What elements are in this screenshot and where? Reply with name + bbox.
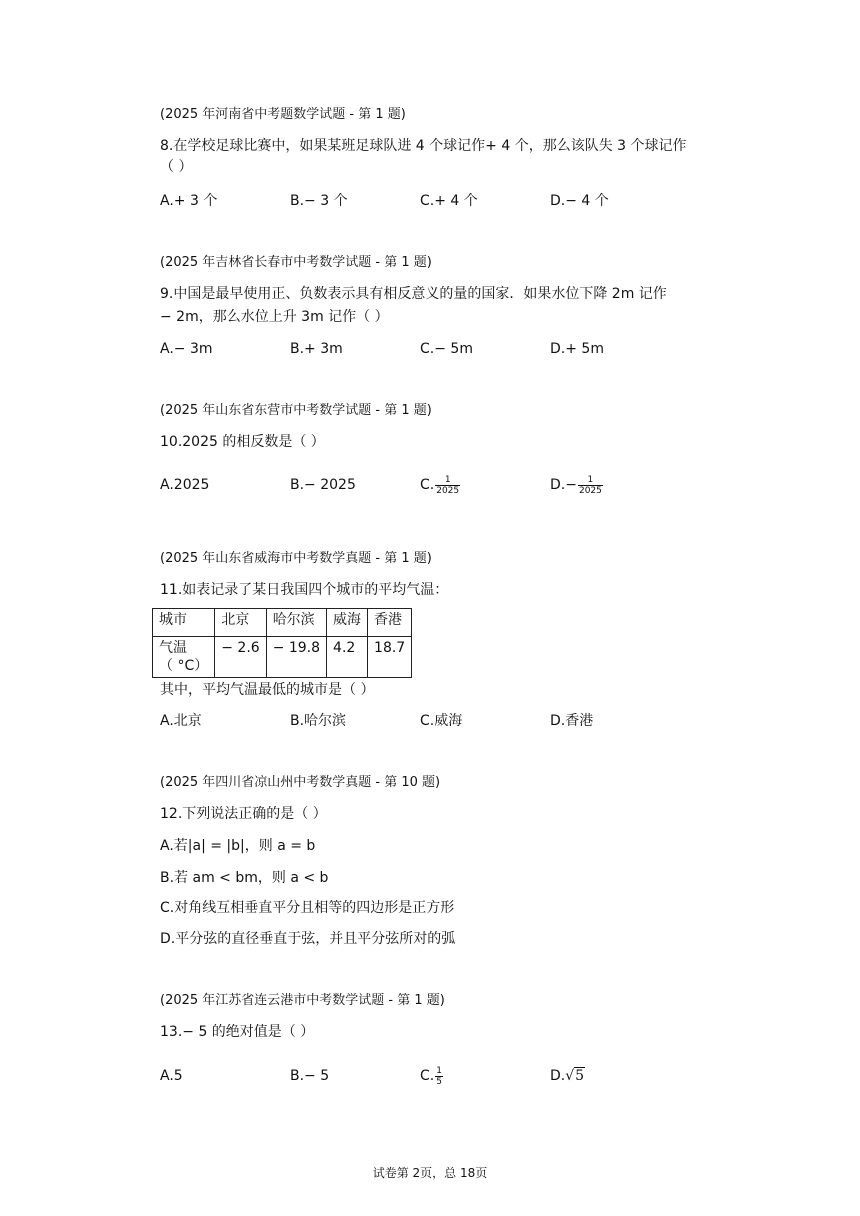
option-a[interactable]: A.2025 [160, 477, 210, 493]
question-stem-cont: − 2m，那么水位上升 3m 记作（ ） [160, 309, 389, 325]
fraction-denominator: 2025 [436, 485, 460, 496]
fraction-numerator: 1 [578, 475, 603, 486]
row-label-unit: （ °C） [159, 658, 209, 674]
question-stem: 12.下列说法正确的是（ ） [160, 806, 327, 822]
option-c[interactable]: C.+ 4 个 [420, 193, 478, 209]
option-d[interactable]: D.平分弦的直径垂直于弦，并且平分弦所对的弧 [160, 931, 456, 947]
fraction-denominator: 5 [436, 1076, 442, 1087]
fraction-numerator: 1 [435, 475, 460, 486]
fraction [435, 475, 460, 496]
option-d[interactable] [550, 1067, 585, 1085]
sqrt-radicand: 5 [575, 1068, 585, 1084]
question-stem: 10.2025 的相反数是（ ） [160, 434, 325, 450]
table-cell: 香港 [368, 609, 412, 637]
option-a[interactable]: A.若|a| = |b|，则 a = b [160, 838, 316, 854]
temperature-table [152, 608, 412, 678]
question-source: (2025 年山东省威海市中考数学真题 - 第 1 题) [160, 551, 432, 566]
option-c[interactable] [420, 468, 460, 502]
option-a[interactable]: A.5 [160, 1068, 183, 1084]
option-a[interactable]: A.− 3m [160, 341, 213, 357]
option-c-label: C. [420, 1068, 435, 1084]
sqrt-symbol: √5 [565, 1068, 585, 1084]
table-row [153, 637, 412, 678]
question-stem: 9.中国是最早使用正、负数表示具有相反意义的量的国家．如果水位下降 2m 记作 [160, 286, 667, 302]
option-c[interactable] [420, 1059, 443, 1093]
question-source: (2025 年四川省凉山州中考数学真题 - 第 10 题) [160, 775, 441, 790]
table-cell: 威海 [327, 609, 368, 637]
table-cell: 北京 [215, 609, 266, 637]
question-source: (2025 年河南省中考题数学试题 - 第 1 题) [160, 107, 406, 122]
option-c[interactable]: C.威海 [420, 713, 463, 729]
question-source: (2025 年江苏省连云港市中考数学试题 - 第 1 题) [160, 993, 445, 1008]
question-source: (2025 年山东省东营市中考数学试题 - 第 1 题) [160, 403, 432, 418]
option-a[interactable]: A.北京 [160, 713, 202, 729]
option-c[interactable]: C.− 5m [420, 341, 473, 357]
question-stem: 13.− 5 的绝对值是（ ） [160, 1024, 315, 1040]
fraction-denominator: 2025 [578, 485, 602, 496]
question-stem: 11.如表记录了某日我国四个城市的平均气温： [160, 582, 449, 598]
option-d-label: D.− [550, 477, 577, 493]
table-cell: 城市 [153, 609, 215, 637]
table-cell: − 19.8 [266, 637, 326, 678]
table-row [153, 609, 412, 637]
table-cell: 哈尔滨 [266, 609, 326, 637]
fraction-numerator: 1 [436, 1065, 442, 1076]
table-cell: − 2.6 [215, 637, 266, 678]
question-stem-cont: （ ） [160, 159, 193, 175]
option-c-label: C. [420, 477, 435, 493]
option-b[interactable]: B.− 2025 [290, 477, 356, 493]
option-d[interactable]: D.香港 [550, 713, 594, 729]
question-stem: 8.在学校足球比赛中，如果某班足球队进 4 个球记作+ 4 个，那么该队失 3 个球记作 [160, 138, 687, 154]
option-b[interactable]: B.哈尔滨 [290, 713, 347, 729]
option-b[interactable]: B.− 3 个 [290, 193, 348, 209]
option-d-label: D. [550, 1068, 566, 1084]
question-stem-cont: 其中，平均气温最低的城市是（ ） [160, 682, 375, 698]
option-b[interactable]: B.+ 3m [290, 341, 343, 357]
option-d[interactable] [550, 468, 603, 502]
fraction [435, 1066, 443, 1087]
option-d[interactable]: D.− 4 个 [550, 193, 609, 209]
table-cell: 4.2 [327, 637, 368, 678]
fraction [578, 475, 603, 496]
table-cell: 18.7 [368, 637, 412, 678]
table-cell [153, 637, 215, 678]
row-label: 气温 [159, 640, 187, 656]
option-a[interactable]: A.+ 3 个 [160, 193, 218, 209]
option-d[interactable]: D.+ 5m [550, 341, 604, 357]
page-footer: 试卷第 2页，总 18页 [372, 1166, 488, 1180]
option-b[interactable]: B.若 am < bm，则 a < b [160, 870, 329, 886]
option-c[interactable]: C.对角线互相垂直平分且相等的四边形是正方形 [160, 900, 455, 916]
option-b[interactable]: B.− 5 [290, 1068, 330, 1084]
question-source: (2025 年吉林省长春市中考数学试题 - 第 1 题) [160, 255, 432, 270]
